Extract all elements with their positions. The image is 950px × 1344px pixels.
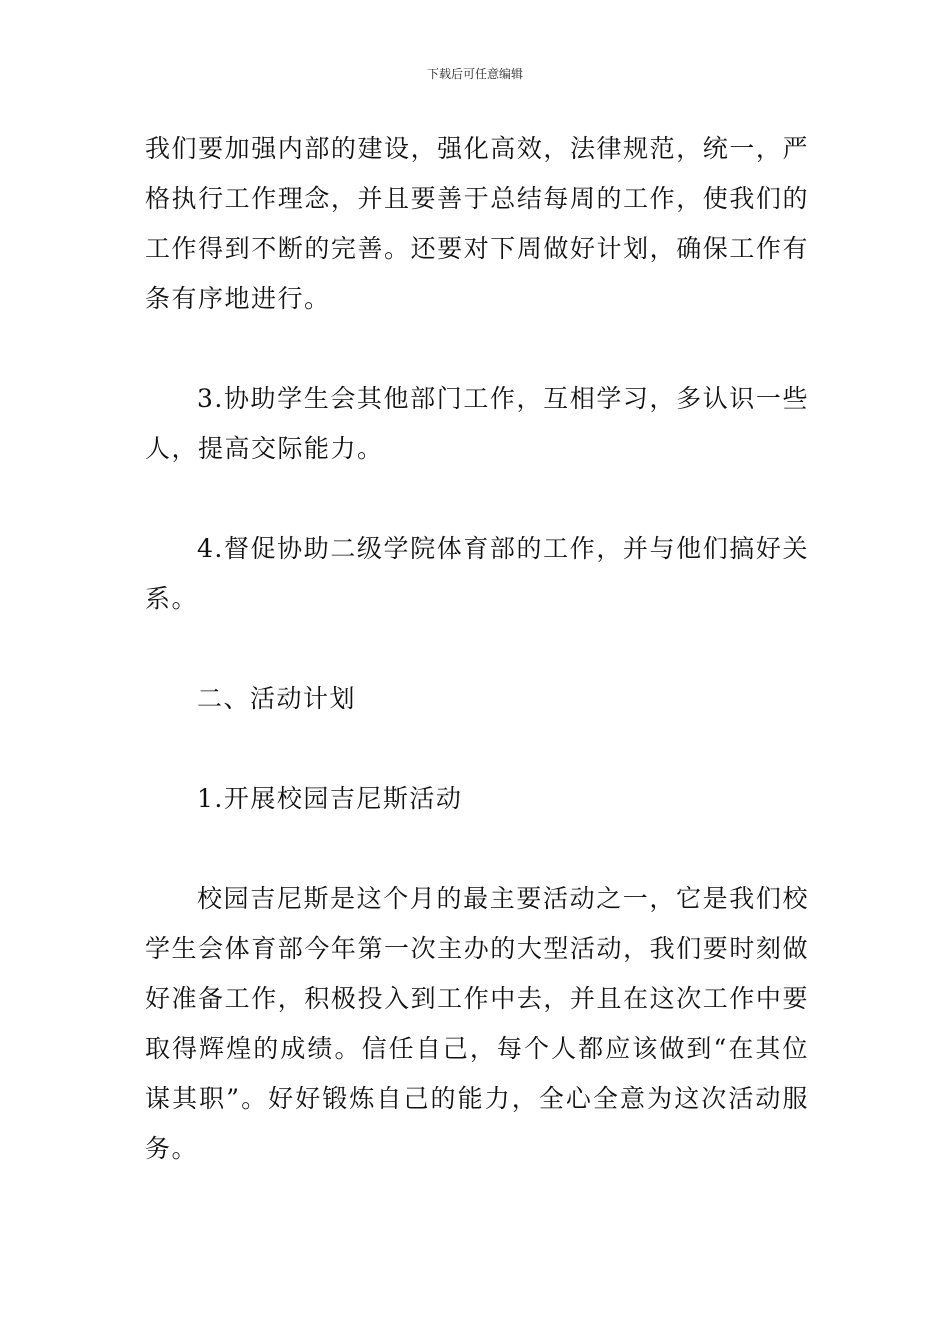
paragraph-activity-description: 校园吉尼斯是这个月的最主要活动之一，它是我们校学生会体育部今年第一次主办的大型活动，我们要时刻做好准备工作，积极投入到工作中去，并且在这次工作中要取得辉煌的成绩。信任自己，每个人都应该做到“在其位谋其职”。好好锻炼自己的能力，全心全意为这次活动服务。 [145,884,809,1163]
subsection-heading: 1.开展校园吉尼斯活动 [197,784,463,813]
section-heading: 二、活动计划 [197,684,357,713]
document-body [145,124,809,1174]
header-note: 下载后可任意编辑 [426,67,523,81]
paragraph-item-4: 4.督促协助二级学院体育部的工作，并与他们搞好关系。 [145,534,809,613]
paragraph-continuation: 我们要加强内部的建设，强化高效，法律规范，统一，严格执行工作理念，并且要善于总结每周的工作，使我们的工作得到不断的完善。还要对下周做好计划，确保工作有条有序地进行。 [145,134,809,313]
paragraph-item-3: 3.协助学生会其他部门工作，互相学习，多认识一些人，提高交际能力。 [145,384,809,463]
